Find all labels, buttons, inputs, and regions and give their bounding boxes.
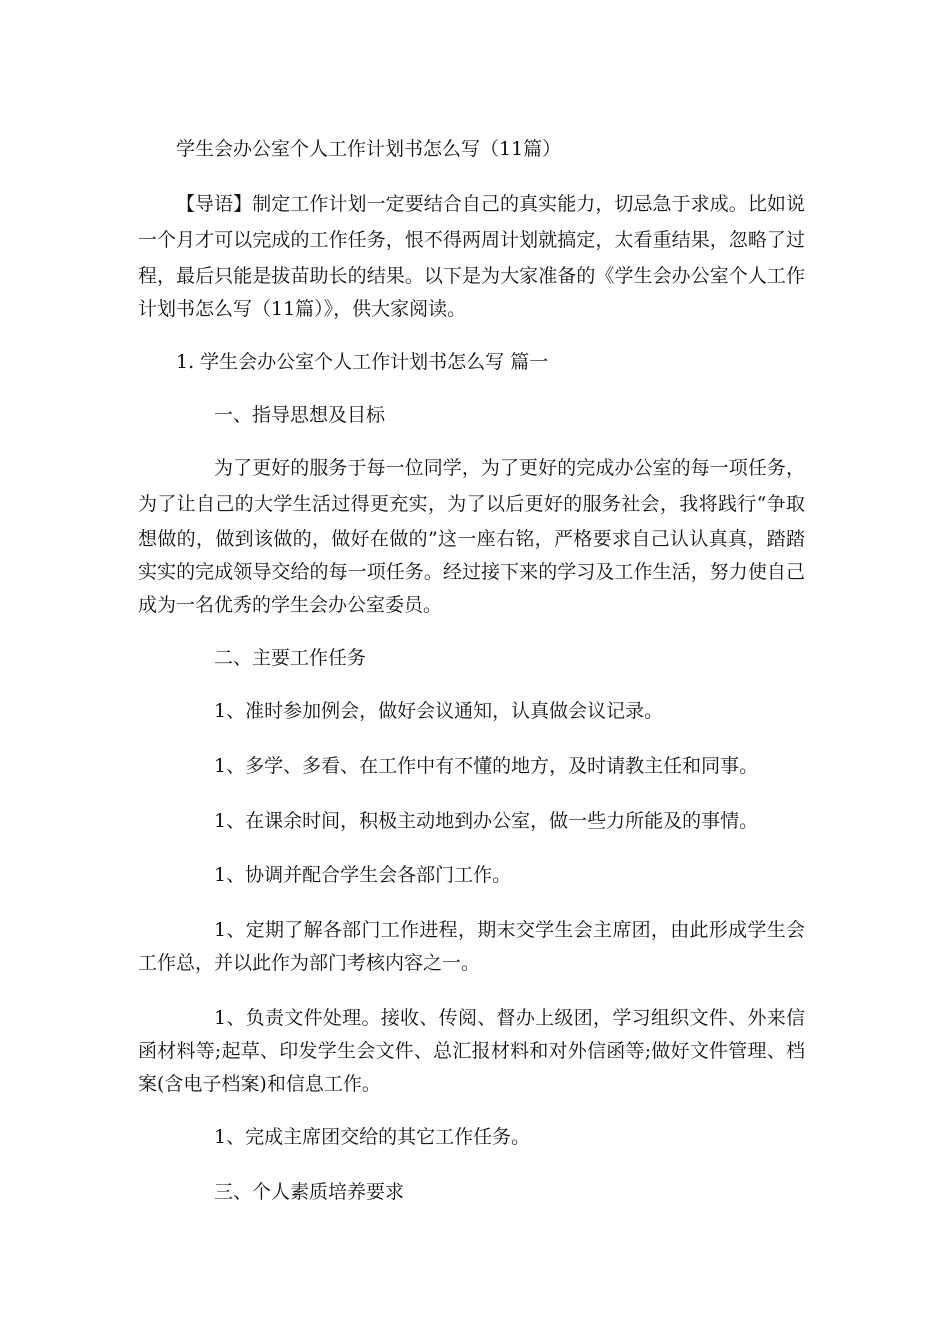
intro-line: 计划书怎么写（11篇）》，供大家阅读。 (138, 298, 467, 320)
section-heading: 三、个人素质培养要求 (214, 1181, 405, 1203)
list-item: 1、协调并配合学生会各部门工作。 (214, 864, 512, 886)
list-item-line: 1、负责文件处理。接收、传阅、督办上级团，学习组织文件、外来信 (214, 1007, 805, 1029)
document-title: 学生会办公室个人工作计划书怎么写（11篇） (176, 138, 562, 160)
list-item-line: 案(含电子档案)和信息工作。 (138, 1073, 381, 1095)
intro-line: 程，最后只能是拔苗助长的结果。以下是为大家准备的《学生会办公室个人工作 (138, 265, 805, 287)
paragraph-line: 成为一名优秀的学生会办公室委员。 (138, 594, 443, 616)
list-item-line: 1、定期了解各部门工作进程，期末交学生会主席团，由此形成学生会 (214, 919, 805, 941)
paragraph-line: 为了让自己的大学生活过得更充实，为了以后更好的服务社会，我将践行“争取 (138, 493, 805, 515)
section-heading: 二、主要工作任务 (214, 647, 367, 669)
list-item-line: 工作总，并以此作为部门考核内容之一。 (138, 952, 481, 974)
intro-line: 【导语】制定工作计划一定要结合自己的真实能力，切忌急于求成。比如说 (176, 193, 805, 215)
list-item: 1、多学、多看、在工作中有不懂的地方，及时请教主任和同事。 (214, 755, 759, 777)
section-heading: 一、指导思想及目标 (214, 404, 386, 426)
paragraph-line: 为了更好的服务于每一位同学，为了更好的完成办公室的每一项任务， (214, 457, 805, 479)
list-item-line: 函材料等;起草、印发学生会文件、总汇报材料和对外信函等;做好文件管理、档 (138, 1040, 805, 1062)
list-item: 1、完成主席团交给的其它工作任务。 (214, 1126, 531, 1148)
intro-line: 一个月才可以完成的工作任务，恨不得两周计划就搞定，太看重结果，忽略了过 (138, 229, 805, 251)
article-heading: 1. 学生会办公室个人工作计划书怎么写 篇一 (176, 351, 549, 373)
list-item: 1、准时参加例会，做好会议通知，认真做会议记录。 (214, 700, 664, 722)
list-item: 1、在课余时间，积极主动地到办公室，做一些力所能及的事情。 (214, 810, 759, 832)
paragraph-line: 想做的，做到该做的，做好在做的”这一座右铭，严格要求自己认认真真，踏踏 (138, 528, 805, 550)
paragraph-line: 实实的完成领导交给的每一项任务。经过接下来的学习及工作生活，努力使自己 (138, 561, 805, 583)
